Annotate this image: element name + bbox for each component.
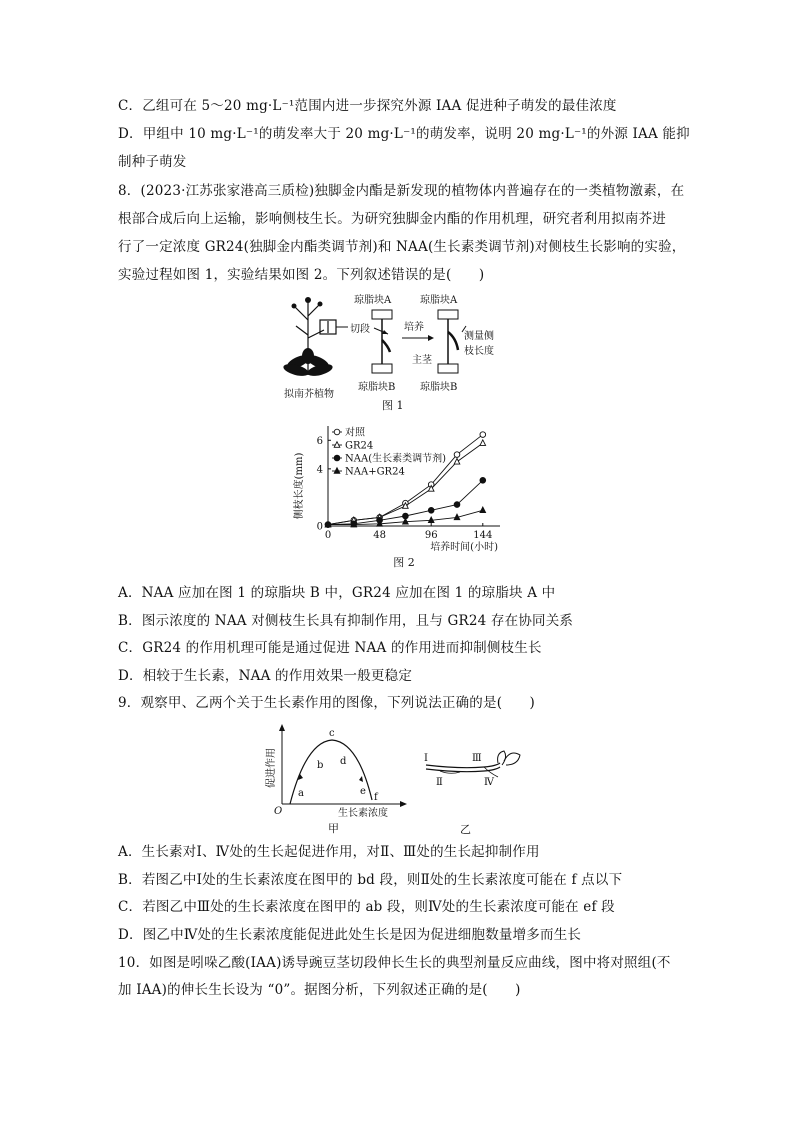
chart-x-tick-label: 48 [373, 530, 386, 541]
agar-block-a-1 [372, 310, 392, 319]
figure-2-chart [290, 420, 510, 580]
text-line-9: B．图示浓度的 NAA 对侧枝生长具有抑制作用，且与 GR24 存在协同关系 [118, 613, 574, 629]
main-stem-label: 主茎 [412, 355, 432, 366]
yi-label-3: Ⅲ [472, 753, 482, 764]
yi-label-2: Ⅱ [436, 777, 443, 788]
chart-y-tick-label: 4 [316, 464, 323, 476]
jia-origin: O [274, 806, 283, 817]
agar-a-label-2: 琼脂块A [420, 295, 458, 306]
plant-label: 拟南芥植物 [284, 389, 334, 400]
chart-legend-label: NAA(生长素类调节剂) [345, 453, 446, 465]
chart-legend-marker [334, 455, 340, 461]
text-line-16: D．图乙中Ⅳ处的生长素浓度能促进此处生长是因为促进细胞数量增多而生长 [118, 927, 582, 943]
text-line-15: C．若图乙中Ⅲ处的生长素浓度在图甲的 ab 段，则Ⅳ处的生长素浓度可能在 ef 段 [118, 899, 615, 915]
jia-point-a: a [298, 788, 304, 799]
agar-block-a-2 [438, 310, 458, 319]
text-line-7: 实验过程如图 1，实验结果如图 2。下列叙述错误的是( ) [118, 267, 485, 283]
text-line-5: 根部合成后向上运输，影响侧枝生长。为研究独脚金内酯的作用机理，研究者利用拟南芥进 [118, 211, 666, 227]
agar-b-label-2: 琼脂块B [420, 382, 458, 393]
chart-point-s2 [454, 458, 460, 464]
agar-block-b-1 [372, 364, 392, 373]
text-line-17: 10．如图是吲哚乙酸(IAA)诱导豌豆茎切段伸长生长的典型剂量反应曲线，图中将对照组(不 [118, 955, 671, 971]
text-line-10: C．GR24 的作用机理可能是通过促进 NAA 的作用进而抑制侧枝生长 [118, 640, 542, 656]
chart-point-s2 [480, 440, 486, 446]
measure-label-2: 枝长度 [464, 346, 494, 357]
seedling-stem [426, 763, 500, 768]
chart-legend-label: GR24 [345, 440, 374, 452]
text-line-4: 8．(2023·江苏张家港高三质检)独脚金内酯是新发现的植物体内普遍存在的一类植物激素，在 [118, 183, 685, 199]
chart-legend-marker [334, 442, 340, 448]
text-line-6: 行了一定浓度 GR24(独脚金内酯类调节剂)和 NAA(生长素类调节剂)对侧枝生长影响的实验， [118, 239, 686, 255]
text-line-1: C．乙组可在 5～20 mg·L⁻¹范围内进一步探究外源 IAA 促进种子萌发的最佳浓度 [118, 98, 617, 114]
figure-9-yi [420, 745, 530, 837]
agar-a-label-1: 琼脂块A [354, 295, 392, 306]
text-line-14: B．若图乙中Ⅰ处的生长素浓度在图甲的 bd 段，则Ⅱ处的生长素浓度可能在 f 点以下 [118, 872, 623, 888]
cut-label: 切段 [350, 324, 370, 335]
chart-legend-marker [334, 468, 340, 474]
chart-caption: 图 2 [393, 556, 415, 569]
chart-x-tick-label: 0 [324, 530, 332, 541]
chart-legend-label: NAA+GR24 [345, 466, 405, 478]
chart-x-tick-label: 96 [424, 530, 438, 541]
chart-x-label: 培养时间(小时) [430, 542, 498, 553]
text-line-8: A．NAA 应加在图 1 的琼脂块 B 中，GR24 应加在图 1 的琼脂块 A 中 [118, 585, 556, 601]
yi-caption: 乙 [460, 823, 471, 836]
text-line-3: 制种子萌发 [118, 154, 187, 170]
jia-point-f: f [374, 792, 378, 803]
yi-label-1: Ⅰ [424, 753, 428, 764]
chart-point-s3 [428, 507, 434, 513]
jia-point-c: c [329, 728, 335, 739]
chart-point-s1 [480, 432, 486, 438]
chart-y-tick-label: 6 [316, 435, 323, 447]
chart-point-s3 [480, 477, 486, 483]
measure-label-1: 测量侧 [464, 331, 494, 342]
text-line-11: D．相较于生长素，NAA 的作用效果一般更稳定 [118, 668, 413, 684]
figure-9-jia [262, 722, 412, 837]
jia-point-e: e [360, 786, 366, 797]
chart-y-label: 侧枝长度(mm) [294, 452, 305, 520]
jia-caption: 甲 [328, 822, 339, 835]
chart-point-s3 [454, 502, 460, 508]
text-line-2: D．甲组中 10 mg·L⁻¹的萌发率大于 20 mg·L⁻¹的萌发率，说明 20 mg·L⁻¹的外源 IAA 能抑 [118, 126, 690, 142]
figure-1-caption: 图 1 [382, 399, 404, 412]
text-line-13: A．生长素对Ⅰ、Ⅳ处的生长起促进作用，对Ⅱ、Ⅲ处的生长起抑制作用 [118, 844, 540, 860]
culture-label: 培养 [404, 322, 424, 333]
agar-b-label-1: 琼脂块B [358, 382, 396, 393]
chart-legend-marker [334, 429, 340, 435]
agar-block-b-2 [438, 364, 458, 373]
chart-legend-label: 对照 [345, 427, 365, 439]
jia-xlabel: 生长素浓度 [338, 808, 388, 819]
jia-point-d: d [340, 756, 347, 767]
yi-label-4: Ⅳ [484, 777, 494, 788]
text-line-12: 9．观察甲、乙两个关于生长素作用的图像，下列说法正确的是( ) [118, 695, 536, 711]
chart-y-tick-label: 0 [316, 521, 323, 533]
chart-point-s4 [480, 507, 486, 513]
chart-point-s1 [454, 452, 460, 458]
chart-x-tick-label: 144 [473, 530, 493, 541]
jia-ylabel: 促进作用 [266, 748, 277, 788]
jia-point-b: b [317, 760, 324, 771]
text-line-18: 加 IAA)的伸长生长设为 “0”。据图分析，下列叙述正确的是( ) [118, 982, 521, 998]
figure-1-diagram [270, 290, 510, 420]
